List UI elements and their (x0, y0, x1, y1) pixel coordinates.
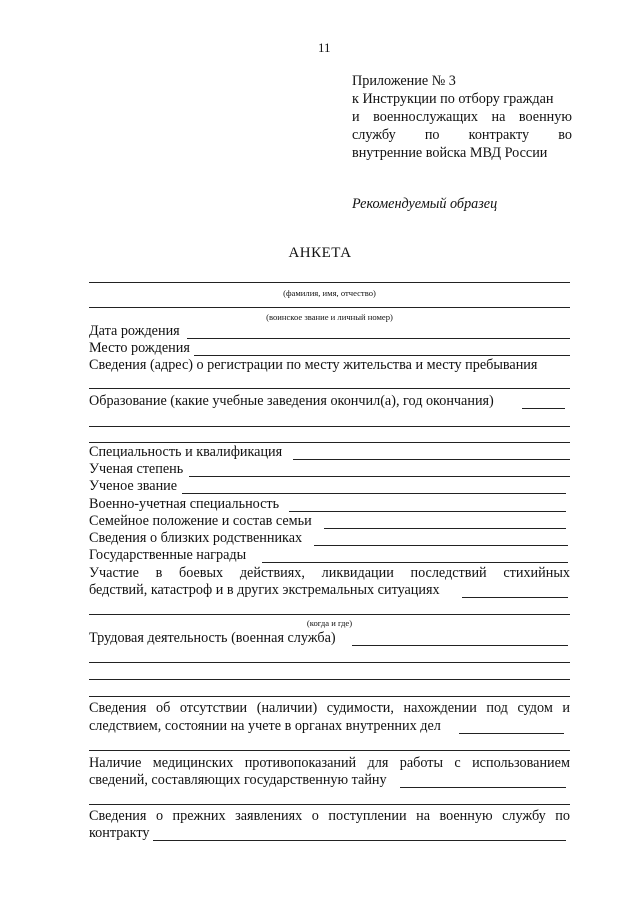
word: Участие (89, 565, 139, 581)
label-work: Трудовая деятельность (военная служба) (89, 630, 336, 646)
word: под (486, 700, 508, 716)
word: стихийных (503, 565, 570, 581)
awards-line[interactable] (262, 562, 568, 563)
label-conviction-line-1 (89, 700, 570, 717)
word: противопоказаний (244, 755, 357, 771)
word: нахождении (403, 700, 477, 716)
word: судимости, (326, 700, 394, 716)
work-line-4[interactable] (89, 696, 570, 697)
academic-title-line[interactable] (182, 493, 566, 494)
sample-note: Рекомендуемый образец (352, 196, 498, 212)
word: на (491, 109, 506, 125)
label-academic-title: Ученое звание (89, 478, 178, 494)
previous-line[interactable] (153, 840, 566, 841)
word: последствий (410, 565, 487, 581)
label-family: Семейное положение и состав семьи (89, 513, 312, 529)
label-previous-line-1 (89, 808, 570, 825)
work-line-3[interactable] (89, 679, 570, 680)
word: военную (518, 109, 572, 125)
word: действиях, (239, 565, 305, 581)
word: (наличии) (256, 700, 318, 716)
word: работы (399, 755, 443, 771)
word: и (562, 700, 570, 716)
label-registration: Сведения (адрес) о регистрации по месту жительства и месту пребывания (89, 357, 538, 373)
word: с (454, 755, 461, 771)
word: о (311, 808, 319, 824)
name-line[interactable] (89, 282, 570, 283)
word: об (156, 700, 171, 716)
work-line-1[interactable] (352, 645, 568, 646)
word: медицинских (152, 755, 234, 771)
word: о (155, 808, 164, 824)
label-relatives: Сведения о близких родственниках (89, 530, 303, 546)
word: военнослужащих (373, 109, 478, 125)
page-number: 11 (318, 40, 331, 55)
form-title: АНКЕТА (288, 245, 352, 261)
word: судом (517, 700, 553, 716)
appendix-line-4: внутренние войска МВД России (352, 145, 548, 161)
caption-rank: (воинское звание и личный номер) (266, 312, 393, 322)
conviction-line-2[interactable] (89, 750, 570, 751)
word: Сведения (89, 700, 147, 716)
appendix-title: Приложение № 3 (352, 73, 456, 89)
education-line-2[interactable] (89, 426, 570, 427)
word: использованием (472, 755, 570, 771)
word: заявлениях (235, 808, 303, 824)
birth-date-line[interactable] (187, 338, 570, 339)
family-line[interactable] (324, 528, 566, 529)
appendix-line-2 (352, 109, 572, 126)
degree-line[interactable] (189, 476, 570, 477)
rank-line[interactable] (89, 307, 570, 308)
word: во (558, 127, 572, 143)
registration-line[interactable] (89, 388, 570, 389)
label-birth-date: Дата рождения (89, 323, 180, 339)
word: Наличие (89, 755, 142, 771)
word: ликвидации (321, 565, 394, 581)
label-medical-line-2: сведений, составляющих государственную тайну (89, 772, 387, 788)
word: по (555, 808, 570, 824)
label-awards: Государственные награды (89, 547, 247, 563)
word: поступлении (328, 808, 407, 824)
appendix-line-1: к Инструкции по отбору граждан (352, 91, 554, 107)
label-degree: Ученая степень (89, 461, 184, 477)
education-line-1[interactable] (522, 408, 565, 409)
combat-line-1[interactable] (462, 597, 568, 598)
word: по (424, 127, 440, 143)
label-birth-place: Место рождения (89, 340, 190, 356)
education-line-3[interactable] (89, 442, 570, 443)
relatives-line[interactable] (314, 545, 568, 546)
label-conviction-line-2: следствием, состоянии на учете в органах внутренних дел (89, 718, 441, 734)
word: Сведения (89, 808, 147, 824)
specialty-line[interactable] (293, 459, 570, 460)
word: контракту (468, 127, 530, 143)
caption-when-where: (когда и где) (306, 618, 353, 628)
medical-line-1[interactable] (400, 787, 566, 788)
word: боевых (179, 565, 224, 581)
label-combat-line-2: бедствий, катастроф и в других экстремальных ситуациях (89, 582, 440, 598)
combat-line-2[interactable] (89, 614, 570, 615)
word: отсутствии (179, 700, 248, 716)
conviction-line-1[interactable] (459, 733, 564, 734)
label-combat-line-1 (89, 565, 570, 582)
label-education: Образование (какие учебные заведения окончил(а), год окончания) (89, 393, 494, 409)
word: военную (439, 808, 493, 824)
appendix-line-3 (352, 127, 572, 144)
work-line-2[interactable] (89, 662, 570, 663)
military-specialty-line[interactable] (289, 511, 566, 512)
word: службу (352, 127, 396, 143)
label-medical-line-1 (89, 755, 570, 772)
label-military-specialty: Военно-учетная специальность (89, 496, 280, 512)
word: на (416, 808, 430, 824)
label-previous-line-2: контракту (89, 825, 150, 841)
word: службу (502, 808, 546, 824)
medical-line-2[interactable] (89, 804, 570, 805)
birth-place-line[interactable] (194, 355, 570, 356)
word: для (367, 755, 389, 771)
word: прежних (172, 808, 226, 824)
caption-name: (фамилия, имя, отчество) (283, 288, 376, 298)
word: и (352, 109, 360, 125)
word: в (155, 565, 163, 581)
label-specialty: Специальность и квалификация (89, 444, 283, 460)
